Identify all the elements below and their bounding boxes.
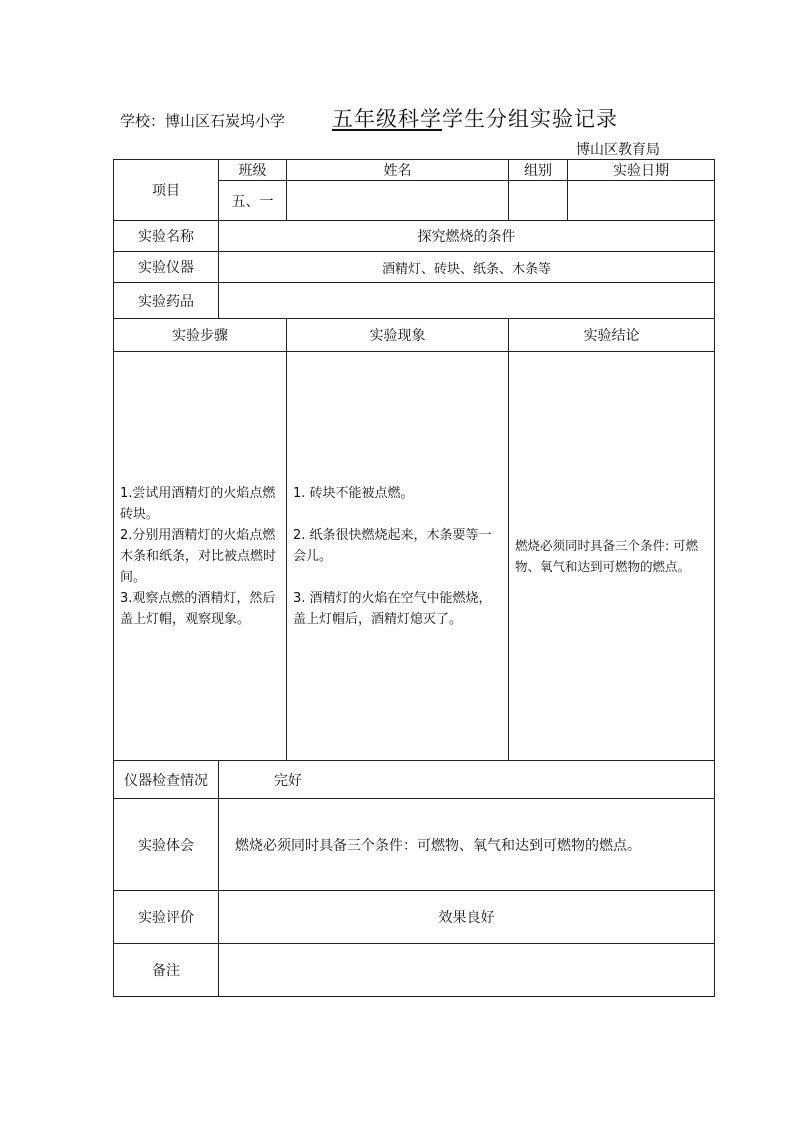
date-value[interactable] <box>568 181 715 221</box>
experiment-name-label: 实验名称 <box>114 221 219 252</box>
steps-header: 实验步骤 <box>114 319 287 352</box>
remarks-label: 备注 <box>114 944 219 997</box>
experience-value: 燃烧必须同时具备三个条件：可燃物、氧气和达到可燃物的燃点。 <box>219 799 715 891</box>
step-item: 2.分别用酒精灯的火焰点燃木条和纸条，对比被点燃时间。 <box>120 527 277 585</box>
check-value: 完好 <box>219 761 715 799</box>
check-label: 仪器检查情况 <box>114 761 219 799</box>
item-label: 项目 <box>114 160 219 221</box>
phenomenon-item: 1. 砖块不能被点燃。 <box>293 485 414 501</box>
step-item: 1.尝试用酒精灯的火焰点燃砖块。 <box>120 485 276 522</box>
reagents-value[interactable] <box>219 283 715 319</box>
issuing-bureau: 博山区教育局 <box>576 142 660 158</box>
name-header: 姓名 <box>287 160 509 181</box>
name-value[interactable] <box>287 181 509 221</box>
phenomena-cell <box>287 352 509 761</box>
class-header: 班级 <box>219 160 287 181</box>
conclusion-cell: 燃烧必须同时具备三个条件: 可燃物、氧气和达到可燃物的燃点。 <box>509 352 715 761</box>
step-item: 3.观察点燃的酒精灯，然后盖上灯帽，观察现象。 <box>120 590 276 627</box>
phenomenon-item: 3. 酒精灯的火焰在空气中能燃烧，盖上灯帽后，酒精灯熄灭了。 <box>293 590 492 627</box>
document-title-grade-subject: 五年级科学 <box>332 107 442 131</box>
group-header: 组别 <box>509 160 568 181</box>
experience-label: 实验体会 <box>114 799 219 891</box>
remarks-value[interactable] <box>219 944 715 997</box>
date-header: 实验日期 <box>568 160 715 181</box>
evaluation-value: 效果良好 <box>219 891 715 944</box>
instruments-label: 实验仪器 <box>114 252 219 283</box>
phenomena-header: 实验现象 <box>287 319 509 352</box>
document-title-rest: 学生分组实验记录 <box>442 107 618 131</box>
class-value: 五、一 <box>219 181 287 221</box>
phenomenon-item: 2. 纸条很快燃烧起来，木条要等一会儿。 <box>293 527 492 564</box>
document-title <box>332 103 618 133</box>
conclusion-header: 实验结论 <box>509 319 715 352</box>
steps-cell <box>114 352 287 761</box>
group-value[interactable] <box>509 181 568 221</box>
reagents-label: 实验药品 <box>114 283 219 319</box>
experiment-name-value: 探究燃烧的条件 <box>219 221 715 252</box>
school-name: 学校：博山区石炭坞小学 <box>120 112 286 130</box>
instruments-value: 酒精灯、砖块、纸条、木条等 <box>219 252 715 283</box>
experiment-record-table <box>113 159 715 997</box>
evaluation-label: 实验评价 <box>114 891 219 944</box>
